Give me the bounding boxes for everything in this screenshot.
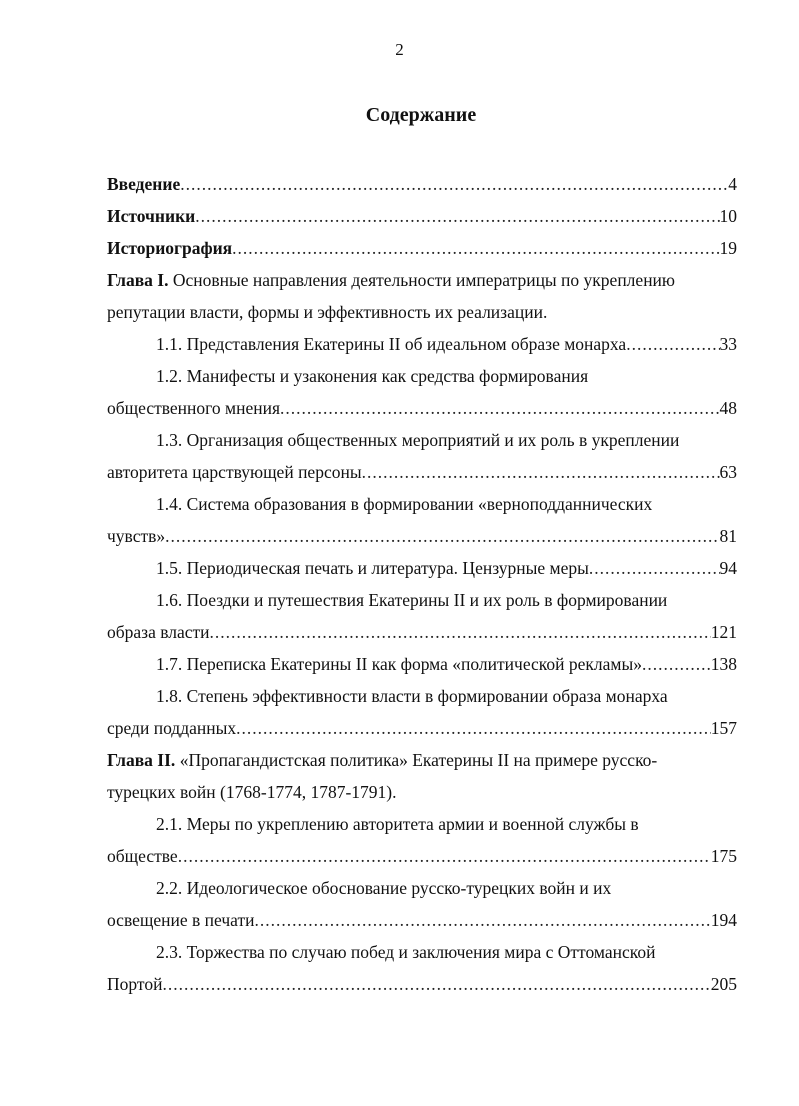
toc-entry-first-line: 2.2. Идеологическое обоснование русско-турецких войн и их (156, 878, 612, 898)
toc-page-number: 138 (710, 654, 737, 674)
toc-page-number: 194 (710, 910, 737, 930)
chapter-title-line: репутации власти, формы и эффективность их реализации. (107, 302, 548, 322)
leader-dots (626, 328, 719, 360)
toc-entry-1-2[interactable] (107, 360, 737, 392)
toc-entry-label: авторитета царствующей персоны (107, 462, 362, 482)
toc-page-number: 205 (710, 974, 737, 994)
toc-entry-1-7[interactable] (107, 648, 737, 680)
chapter-title-line: «Пропагандистская политика» Екатерины II на примере русско- (179, 750, 658, 770)
toc-page-number: 157 (710, 718, 737, 738)
toc-page-number: 48 (719, 398, 737, 418)
leader-dots (232, 232, 719, 264)
toc-entry-first-line: 1.8. Степень эффективности власти в формировании образа монарха (156, 686, 668, 706)
chapter-prefix: Глава I. (107, 270, 169, 290)
leader-dots (195, 200, 719, 232)
toc-entry-label: освещение в печати (107, 910, 255, 930)
toc-entry-1-1[interactable] (107, 328, 737, 360)
leader-dots (236, 712, 711, 744)
toc-entry-first-line: 1.4. Система образования в формировании «верноподданнических (156, 494, 653, 514)
toc-entry-label: Портой (107, 974, 163, 994)
toc-entry-first-line: 1.2. Манифесты и узаконения как средства формирования (156, 366, 589, 386)
leader-dots (210, 616, 711, 648)
toc-page-number: 94 (719, 558, 737, 578)
toc-entry-label: 1.5. Периодическая печать и литература. Цензурные меры (156, 558, 589, 578)
leader-dots (362, 456, 720, 488)
leader-dots (642, 648, 711, 680)
toc-entry-first-line: 2.3. Торжества по случаю побед и заключения мира с Оттоманской (156, 942, 656, 962)
toc-chapter-2-heading[interactable] (107, 744, 737, 776)
toc-page-number: 175 (710, 846, 737, 866)
toc-page-number: 33 (719, 334, 737, 354)
leader-dots (178, 840, 711, 872)
toc-entry-label: обществе (107, 846, 178, 866)
toc-page-number: 19 (719, 238, 737, 258)
toc-page-number: 10 (719, 206, 737, 226)
toc-page-number: 121 (710, 622, 737, 642)
toc-entry-1-8[interactable] (107, 680, 737, 712)
toc-entry-historiography[interactable] (107, 232, 737, 264)
toc-entry-label: общественного мнения (107, 398, 281, 418)
chapter-prefix: Глава II. (107, 750, 176, 770)
toc-entry-2-3[interactable] (107, 936, 737, 968)
toc-entry-2-1[interactable] (107, 808, 737, 840)
toc-entry-label: Историография (107, 238, 233, 258)
page-number: 2 (395, 40, 404, 59)
toc-entry-2-3-cont[interactable] (107, 968, 737, 1000)
table-of-contents (107, 168, 737, 1000)
toc-entry-1-8-cont[interactable] (107, 712, 737, 744)
leader-dots (589, 552, 720, 584)
leader-dots (180, 168, 728, 200)
toc-entry-1-3[interactable] (107, 424, 737, 456)
toc-entry-1-2-cont[interactable] (107, 392, 737, 424)
toc-entry-2-2[interactable] (107, 872, 737, 904)
chapter-title-line: Основные направления деятельности императрицы по укреплению (172, 270, 675, 290)
toc-page-number: 63 (719, 462, 737, 482)
toc-chapter-1-heading-cont (107, 296, 737, 328)
toc-entry-1-3-cont[interactable] (107, 456, 737, 488)
toc-entry-1-5[interactable] (107, 552, 737, 584)
toc-entry-label: среди подданных (107, 718, 237, 738)
toc-entry-label: Источники (107, 206, 196, 226)
toc-entry-1-6-cont[interactable] (107, 616, 737, 648)
toc-entry-1-6[interactable] (107, 584, 737, 616)
toc-entry-2-1-cont[interactable] (107, 840, 737, 872)
toc-page-number: 4 (728, 174, 737, 194)
toc-entry-label: чувств» (107, 526, 166, 546)
toc-chapter-1-heading[interactable] (107, 264, 737, 296)
toc-chapter-2-heading-cont (107, 776, 737, 808)
toc-entry-sources[interactable] (107, 200, 737, 232)
leader-dots (165, 520, 719, 552)
toc-entry-label: 1.1. Представления Екатерины II об идеальном образе монарха (156, 334, 627, 354)
leader-dots (254, 904, 710, 936)
toc-entry-label: образа власти (107, 622, 210, 642)
toc-entry-first-line: 2.1. Меры по укреплению авторитета армии и военной службы в (156, 814, 639, 834)
toc-entry-2-2-cont[interactable] (107, 904, 737, 936)
toc-entry-first-line: 1.6. Поездки и путешествия Екатерины II и их роль в формировании (156, 590, 668, 610)
toc-page-number: 81 (719, 526, 737, 546)
leader-dots (280, 392, 719, 424)
chapter-title-line: турецких войн (1768-1774, 1787-1791). (107, 782, 397, 802)
toc-entry-intro[interactable] (107, 168, 737, 200)
toc-entry-1-4[interactable] (107, 488, 737, 520)
toc-entry-label: Введение (107, 174, 181, 194)
toc-entry-1-4-cont[interactable] (107, 520, 737, 552)
leader-dots (162, 968, 710, 1000)
page-title: Содержание (365, 104, 477, 126)
toc-entry-label: 1.7. Переписка Екатерины II как форма «политической рекламы» (156, 654, 643, 674)
toc-entry-first-line: 1.3. Организация общественных мероприятий и их роль в укреплении (156, 430, 680, 450)
